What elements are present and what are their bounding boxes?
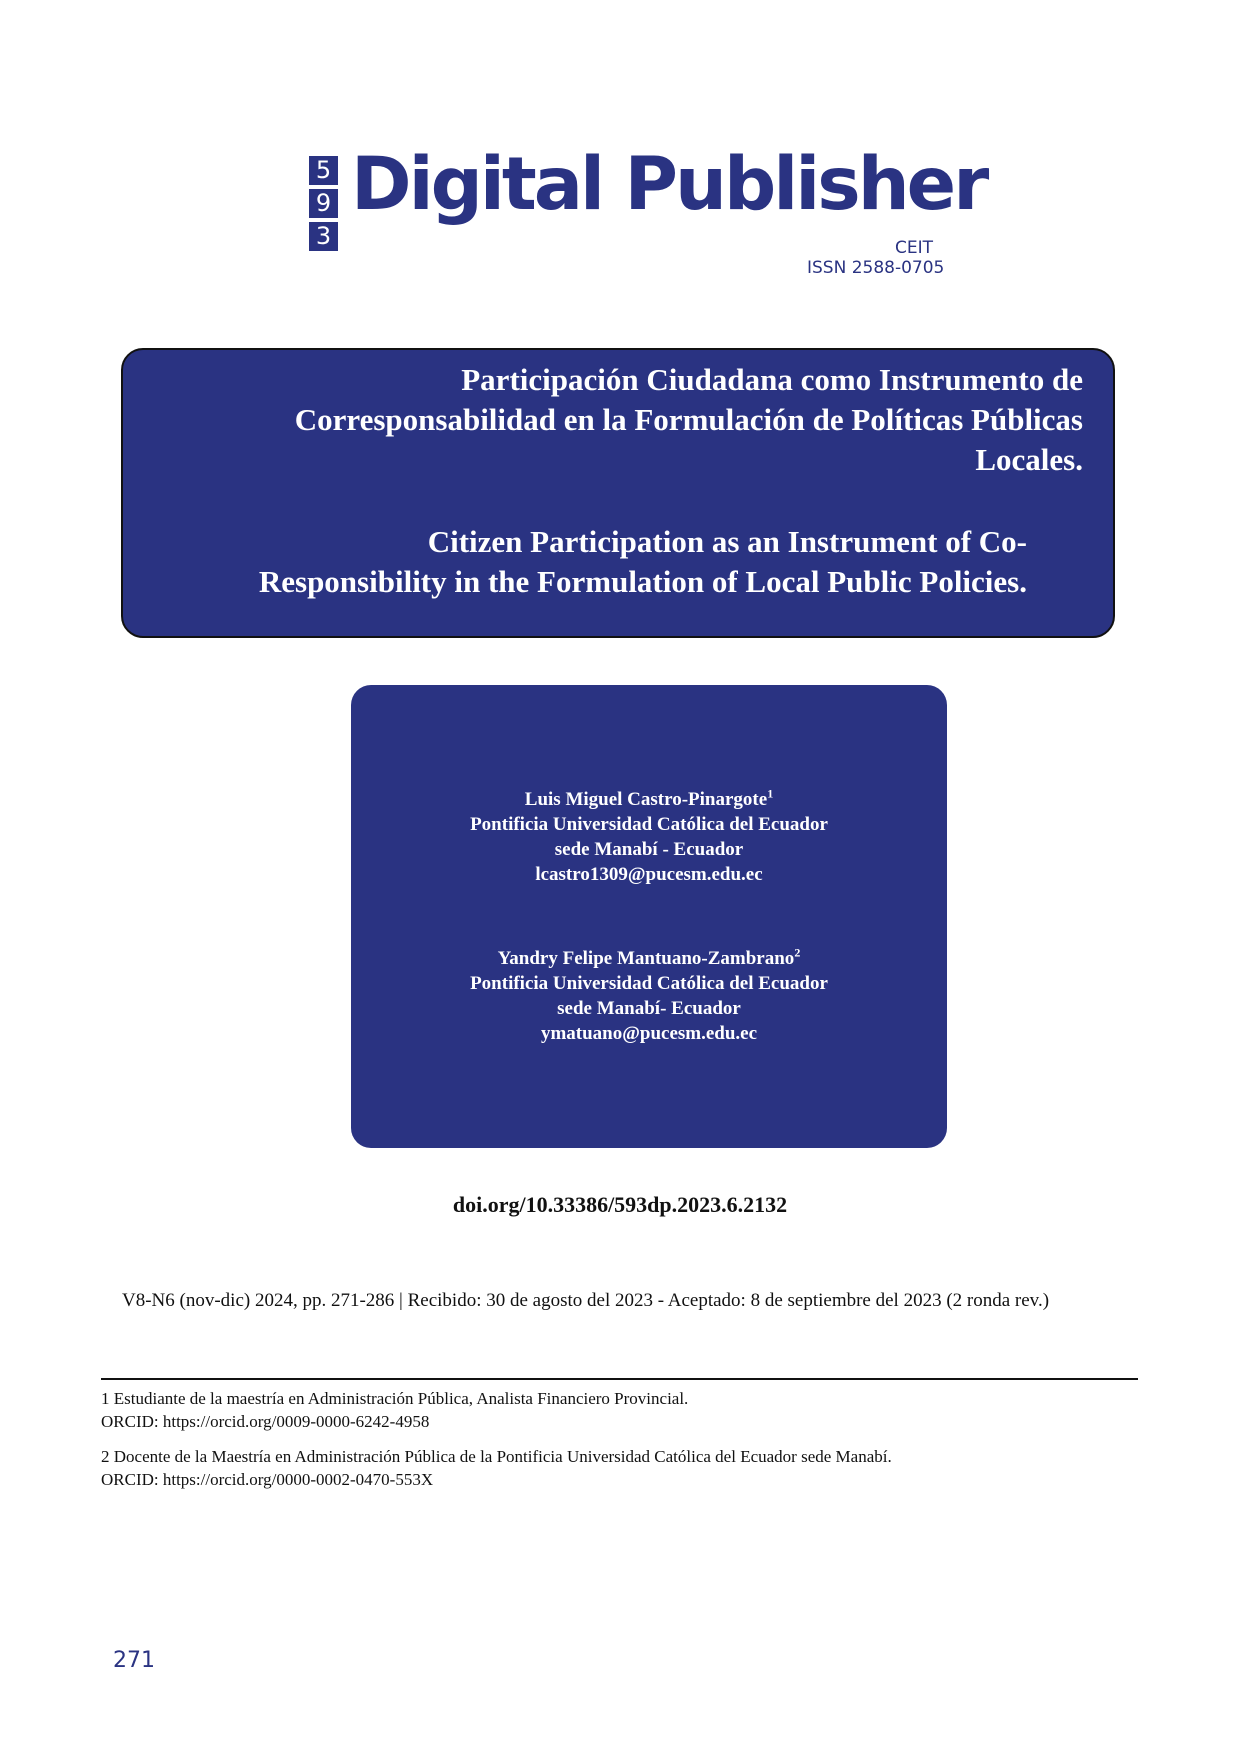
journal-masthead (309, 142, 987, 284)
english-title-line: Responsibility in the Formulation of Local Public Policies. (258, 564, 1027, 599)
footnote (101, 1445, 892, 1491)
spanish-title-line: Locales. (975, 442, 1083, 477)
publication-info: V8-N6 (nov-dic) 2024, pp. 271-286 | Recibido: 30 de agosto del 2023 - Aceptado: 8 de septiembre del 2023 (2 ronda rev.) (122, 1290, 1050, 1311)
page-number: 271 (113, 1648, 155, 1673)
footnote-orcid-link[interactable]: ORCID: https://orcid.org/0000-0002-0470-553X (101, 1470, 434, 1489)
spanish-title (183, 360, 1083, 480)
author-footnote-ref: 1 (767, 786, 774, 801)
journal-issn: ISSN 2588-0705 (807, 258, 945, 278)
logo-digit: 3 (309, 222, 338, 251)
authors-box (351, 685, 947, 1148)
footnote-text: 1 Estudiante de la maestría en Administración Pública, Analista Financiero Provincial. (101, 1389, 689, 1408)
footnote (101, 1387, 892, 1433)
title-box (121, 348, 1115, 638)
footnote-text: 2 Docente de la Maestría en Administración Pública de la Pontificia Universidad Católica del Ecuador sede Manabí. (101, 1447, 892, 1466)
author-location: sede Manabí - Ecuador (554, 839, 744, 860)
author-block (351, 946, 947, 1046)
author-location: sede Manabí- Ecuador (557, 998, 741, 1019)
author-email: lcastro1309@pucesm.edu.ec (535, 864, 763, 885)
author-block (351, 787, 947, 887)
author-name: Luis Miguel Castro-Pinargote (524, 789, 768, 810)
english-title-line: Citizen Participation as an Instrument of Co- (427, 524, 1027, 559)
author-email: ymatuano@pucesm.edu.ec (540, 1023, 758, 1044)
journal-subbrand: CEIT (895, 238, 934, 258)
author-footnote-ref: 2 (794, 945, 801, 960)
journal-logo-text: Digital Publisher (351, 142, 987, 227)
footnote-divider (101, 1378, 1138, 1380)
author-name-line (351, 787, 947, 812)
author-name: Yandry Felipe Mantuano-Zambrano (497, 948, 795, 969)
spanish-title-line: Corresponsabilidad en la Formulación de Políticas Públicas (294, 402, 1083, 437)
logo-digit: 5 (309, 156, 338, 185)
footnotes (101, 1387, 892, 1503)
doi-link[interactable]: doi.org/10.33386/593dp.2023.6.2132 (452, 1192, 788, 1217)
author-institution: Pontificia Universidad Católica del Ecuador (470, 973, 828, 994)
author-name-line (351, 946, 947, 971)
footnote-orcid-link[interactable]: ORCID: https://orcid.org/0009-0000-6242-4958 (101, 1412, 430, 1431)
logo-number-stack (309, 156, 338, 255)
logo-digit: 9 (309, 189, 338, 218)
spanish-title-line: Participación Ciudadana como Instrumento de (461, 362, 1083, 397)
author-institution: Pontificia Universidad Católica del Ecuador (470, 814, 828, 835)
english-title (167, 522, 1027, 602)
